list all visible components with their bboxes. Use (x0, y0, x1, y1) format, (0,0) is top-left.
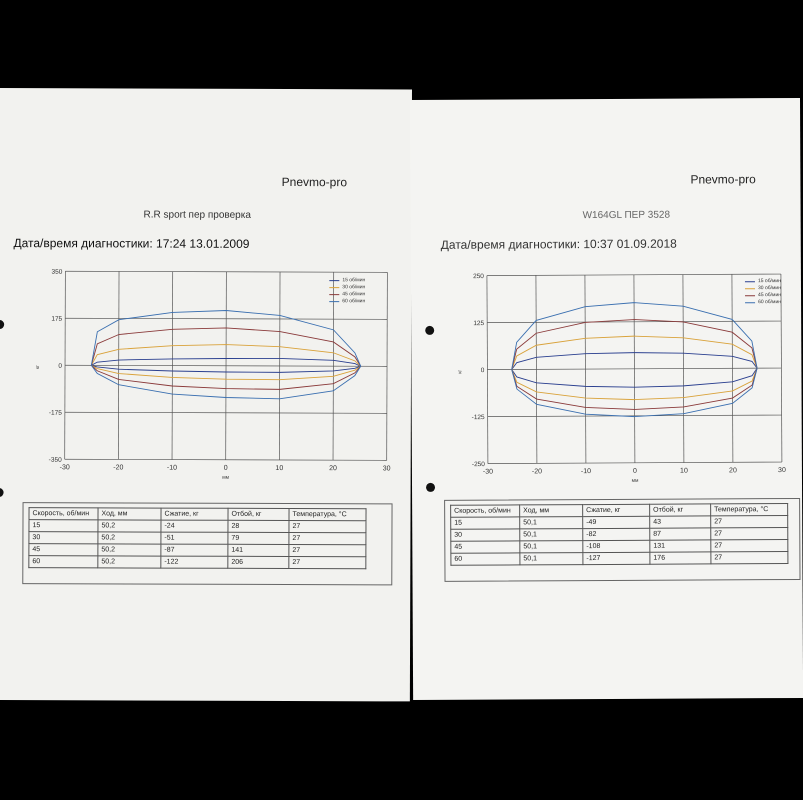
y-tick-label: 125 (473, 320, 485, 328)
right-sheet (410, 98, 803, 700)
table-cell: 50,1 (520, 541, 583, 553)
legend-item: 15 об/мин (329, 277, 365, 284)
table-row (451, 552, 788, 566)
x-tick-label: 20 (329, 465, 337, 473)
legend-item: 15 об/мин (745, 278, 781, 285)
x-tick-label: 30 (382, 465, 391, 473)
x-axis-label: мм (222, 474, 230, 481)
table-cell: -127 (583, 552, 650, 564)
y-tick-label: -125 (471, 414, 485, 422)
x-tick-label: -20 (113, 464, 124, 472)
sheet-subtitle: R.R sport пер проверка (143, 209, 251, 221)
x-tick-label: 10 (680, 467, 688, 475)
header-cell: Отбой, кг (650, 504, 711, 516)
table-cell: 30 (29, 532, 98, 544)
table-cell: -108 (583, 540, 650, 552)
x-tick-label: 0 (632, 467, 637, 475)
diagnostics-datetime: Дата/время диагностики: 10:37 01.09.2018 (440, 236, 677, 252)
header-cell: Ход, мм (98, 508, 161, 520)
table-cell: 45 (29, 544, 98, 556)
header-cell: Температура, °C (289, 509, 366, 521)
chart-right (411, 266, 802, 484)
table-cell: 50,2 (98, 556, 161, 568)
brand-title: Pnevmo-pro (690, 172, 756, 187)
table-cell: 27 (289, 533, 366, 545)
sheet-subtitle: W164GL ПЕР 3528 (582, 209, 671, 222)
punch-hole (0, 488, 4, 497)
y-tick-label: -175 (48, 409, 62, 417)
header-cell: Отбой, кг (228, 508, 289, 520)
table-cell: 206 (228, 556, 289, 568)
table-cell: -122 (161, 556, 228, 568)
x-tick-label: 20 (729, 467, 737, 475)
table-cell: 27 (289, 545, 366, 557)
y-tick-label: 175 (51, 315, 63, 323)
y-tick-label: 350 (51, 268, 63, 276)
table-cell: 60 (451, 553, 520, 565)
table-cell: 27 (711, 516, 788, 528)
brand-title: Pnevmo-pro (281, 174, 348, 190)
punch-hole (426, 483, 435, 492)
header-cell: Ход, мм (520, 505, 583, 517)
table-cell: 30 (451, 529, 520, 541)
y-tick-label: 250 (473, 273, 484, 281)
x-tick-label: -30 (482, 468, 494, 476)
y-tick-label: 0 (480, 367, 485, 375)
table-cell: -49 (583, 516, 650, 528)
chart-legend (329, 277, 365, 305)
legend-item: 30 об/мин (329, 284, 365, 291)
table-cell: 176 (650, 552, 711, 564)
table-cell: 15 (29, 520, 98, 532)
legend-item: 30 об/мин (745, 285, 781, 292)
table-cell: 15 (451, 517, 520, 529)
results-table (450, 503, 788, 566)
header-cell: Температура, °C (711, 504, 788, 516)
x-tick-label: 30 (778, 467, 786, 475)
header-cell: Сжатие, кг (583, 504, 650, 516)
legend-item: 60 об/мин (329, 298, 365, 305)
table-cell: 50,1 (520, 529, 583, 541)
table-cell: -87 (161, 544, 228, 556)
table-cell: 27 (711, 552, 788, 564)
table-cell: 43 (650, 516, 711, 528)
table-cell: 27 (289, 557, 366, 569)
table-cell: 50,2 (98, 544, 161, 556)
table-cell: 50,1 (520, 553, 583, 565)
x-tick-label: 0 (223, 464, 228, 472)
left-sheet (0, 88, 412, 701)
y-tick-label: 0 (58, 362, 63, 370)
x-tick-label: -30 (59, 464, 70, 472)
table-cell: -24 (161, 520, 228, 532)
legend-item: 60 об/мин (745, 299, 781, 306)
y-axis-label: кг (457, 369, 464, 374)
results-table (28, 507, 366, 569)
y-tick-label: -350 (48, 456, 62, 464)
y-tick-label: -250 (471, 461, 485, 469)
header-cell: Скорость, об/мин (29, 508, 98, 520)
table-cell: 131 (650, 540, 711, 552)
header-cell: Сжатие, кг (161, 508, 228, 520)
x-axis-label: мм (631, 477, 639, 484)
table-cell: 141 (228, 544, 289, 556)
x-tick-label: -10 (166, 464, 178, 472)
table-cell: 50,2 (98, 520, 161, 532)
table-cell: 45 (451, 541, 520, 553)
table-cell: -82 (583, 528, 650, 540)
y-axis-label: кг (35, 365, 42, 370)
x-tick-label: -10 (580, 468, 592, 476)
table-cell: 60 (29, 556, 98, 568)
table-cell: 50,2 (98, 532, 161, 544)
diagnostics-datetime: Дата/время диагностики: 17:24 13.01.2009 (13, 236, 250, 251)
table-cell: 79 (228, 532, 289, 544)
legend-item: 45 об/мин (329, 291, 365, 298)
x-tick-label: 10 (275, 464, 284, 472)
table-cell: 27 (289, 521, 366, 533)
table-cell: 87 (650, 528, 711, 540)
header-cell: Скорость, об/мин (451, 505, 520, 517)
chart-legend (745, 278, 781, 306)
table-row (29, 556, 366, 569)
x-tick-label: -20 (531, 468, 543, 476)
table-cell: 50,1 (520, 517, 583, 529)
table-cell: 27 (711, 540, 788, 552)
table-cell: -51 (161, 532, 228, 544)
legend-item: 45 об/мин (745, 292, 781, 299)
table-cell: 27 (711, 528, 788, 540)
table-cell: 28 (228, 520, 289, 532)
